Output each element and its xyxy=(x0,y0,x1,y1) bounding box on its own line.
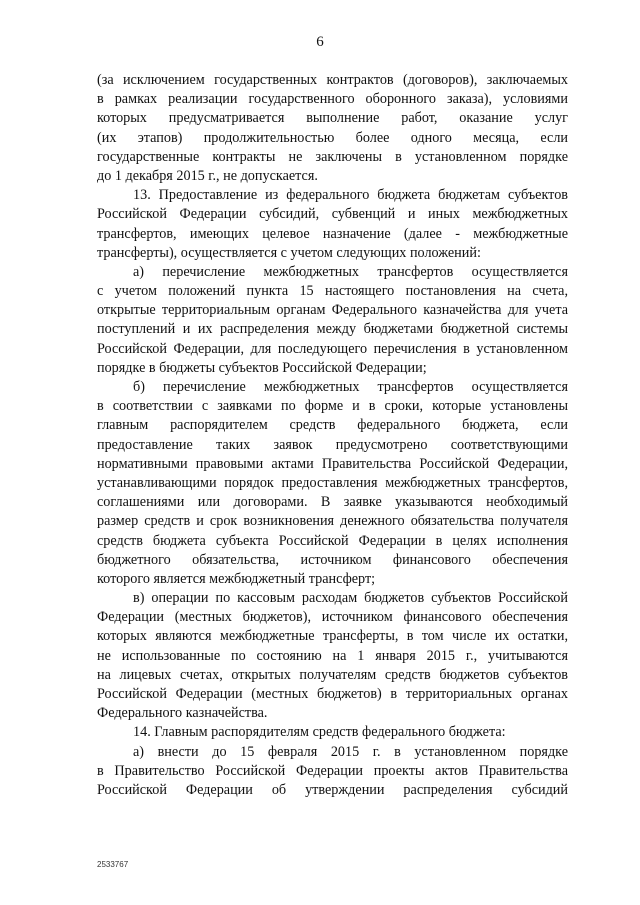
text-line: (за исключением государственных контрактов (договоров), заключаемых xyxy=(97,72,568,88)
text-line: соглашениями или договорами. В заявке указываются необходимый xyxy=(97,494,568,511)
text-line: размер средств и срок возникновения денежного обязательства получателя xyxy=(97,513,568,530)
text-line: не использованные по состоянию на 1 января 2015 г., учитываются xyxy=(97,647,568,664)
text-line: Федерации (местных бюджетов), источником финансового обеспечения xyxy=(97,609,568,626)
text-line: трансферты), осуществляется с учетом следующих положений: xyxy=(97,244,481,261)
paragraph-item-13-v xyxy=(97,589,568,723)
text-line: Российской Федерации об утверждении распределения субсидий xyxy=(97,781,568,798)
text-line: 14. Главным распорядителям средств федерального бюджета: xyxy=(133,724,506,741)
text-line: которого является межбюджетный трансферт; xyxy=(97,570,376,587)
text-line: б) перечисление межбюджетных трансфертов осуществляется xyxy=(133,379,568,395)
text-line: предоставление таких заявок предусмотрено соответствующими xyxy=(97,436,568,453)
document-code: 2533767 xyxy=(97,860,129,869)
text-line: нормативными правовыми актами Правительства Российской Федерации, xyxy=(97,455,568,472)
text-line: 13. Предоставление из федерального бюджета бюджетам субъектов xyxy=(133,187,568,204)
paragraph-item-14 xyxy=(97,723,568,742)
text-line: открытые территориальным органам Федерального казначейства для учета xyxy=(97,302,568,319)
paragraph-item-13-b xyxy=(97,378,568,589)
text-line: а) внести до 15 февраля 2015 г. в установленном порядке xyxy=(133,743,568,760)
text-line: а) перечисление межбюджетных трансфертов осуществляется xyxy=(133,263,568,280)
text-line: бюджетного обязательства, источником финансового обеспечения xyxy=(97,551,568,568)
text-line: Федерального казначейства. xyxy=(97,705,268,722)
text-line: государственные контракты не заключены в установленном порядке xyxy=(97,148,568,165)
text-line: Российской Федерации (местных бюджетов) в территориальных органах xyxy=(97,686,568,702)
page-number: 6 xyxy=(316,34,324,50)
text-line: порядке в бюджеты субъектов Российской Федерации; xyxy=(97,359,427,376)
text-line: в соответствии с заявками по форме и в сроки, которые установлены xyxy=(97,398,568,415)
paragraph-item-13-a xyxy=(97,263,568,378)
text-line: (их этапов) продолжительностью более одного месяца, если xyxy=(97,129,568,146)
text-line: в рамках реализации государственного оборонного заказа), условиями xyxy=(97,91,568,108)
text-line: устанавливающими порядок предоставления межбюджетных трансфертов, xyxy=(97,474,568,491)
text-line: с учетом положений пункта 15 настоящего постановления на счета, xyxy=(97,283,568,300)
text-line: в Правительство Российской Федерации проекты актов Правительства xyxy=(97,762,568,779)
text-line: Российской Федерации, для последующего перечисления в установленном xyxy=(97,340,568,357)
text-line: трансфертов, имеющих целевое назначение (далее - межбюджетные xyxy=(97,225,568,242)
paragraph-item-14-a xyxy=(97,743,568,801)
text-line: которых предусматривается выполнение работ, оказание услуг xyxy=(97,110,568,127)
text-line: в) операции по кассовым расходам бюджетов субъектов Российской xyxy=(133,590,568,607)
text-line: поступлений и их распределения между бюджетами бюджетной системы xyxy=(97,321,568,338)
document-body xyxy=(97,71,568,800)
text-line: на лицевых счетах, открытых получателям средств бюджетов субъектов xyxy=(97,666,568,683)
paragraph-item-13 xyxy=(97,186,568,263)
text-line: средств бюджета субъекта Российской Федерации в целях исполнения xyxy=(97,532,568,549)
text-line: главным распорядителем средств федерального бюджета, если xyxy=(97,417,568,434)
text-line: Российской Федерации субсидий, субвенций и иных межбюджетных xyxy=(97,206,568,223)
text-line: до 1 декабря 2015 г., не допускается. xyxy=(97,167,318,184)
paragraph-continuation xyxy=(97,71,568,186)
text-line: которых являются межбюджетные трансферты, в том числе их остатки, xyxy=(97,628,568,645)
